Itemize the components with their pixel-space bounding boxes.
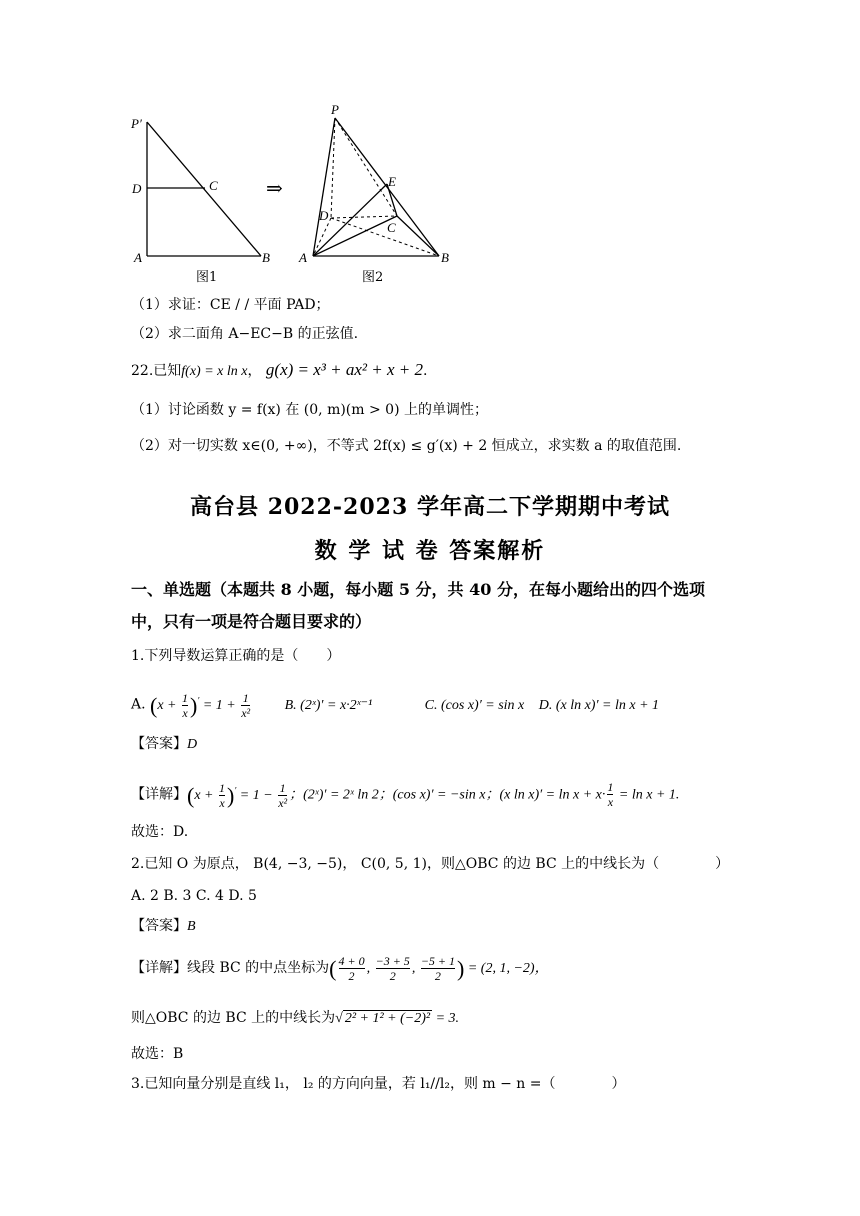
q2-answer	[131, 916, 196, 937]
fig2-edge-DC	[331, 216, 397, 218]
fig1-edge-PB	[147, 122, 261, 256]
q2-line2-suffix: = 3.	[432, 1011, 460, 1026]
figure-1	[125, 110, 285, 270]
q2-detail	[131, 948, 549, 988]
q1-option-a-label: A.	[131, 696, 146, 713]
q22-g-def: g(x) = x³ + ax² + x + 2	[265, 360, 424, 379]
q2-conclusion: 故选：B	[131, 1046, 184, 1062]
fig2-label-A: A	[299, 250, 307, 265]
q2-detail-result: = (2, 1, −2)，	[464, 961, 549, 976]
q1-option-c: C. (cos x)′ = sin x	[424, 697, 525, 713]
q2-midpoint-expr: ( $\frac{4 + 0}{2}$ , $\frac{-3 + 5}{2}$ , $\frac{-5 + 1}{2}$ )	[329, 954, 465, 984]
answer-title: 高台县 2022-2023 学年高二下学期期中考试	[190, 494, 670, 520]
q1-detail-end: = ln x + 1.	[615, 787, 680, 803]
q2-answer-label: 【答案】	[131, 918, 187, 934]
q1-stem: 1.下列导数运算正确的是（ ）	[131, 648, 341, 664]
section1-heading-line1: 一、单选题（本题共 8 小题，每小题 5 分，共 40 分，在每小题给出的四个选项	[131, 580, 705, 599]
q2-line2-prefix: 则△OBC 的边 BC 上的中线长为	[131, 1010, 336, 1026]
section1-heading-line2: 中，只有一项是符合题目要求的）	[131, 612, 372, 631]
q22-part2: （2）对一切实数 x∈(0, +∞)，不等式 2f(x) ≤ g′(x) + 2 恒成立，求实数 a 的取值范围.	[131, 438, 682, 454]
q1-option-a: (x + $\frac{1}{x}$ )′ = 1 + $\frac{1}{\text{x²}}$	[150, 690, 251, 720]
q1-detail-first: (x + $\frac{1}{x}$ )′ = 1 − $\frac{1}{\text{x²}}$	[187, 780, 288, 810]
q1-detail-rest: ；(2ˣ)′ = 2ˣ ln 2；(cos x)′ = −sin x；(x ln x)′ = ln x + x·	[289, 787, 606, 803]
implies-arrow: ⇒	[266, 176, 283, 200]
q1-detail	[131, 770, 679, 810]
q2-line2	[131, 1008, 459, 1029]
q22-f-def: f(x) = x ln x	[181, 364, 248, 379]
q1-option-d: D. (x ln x)′ = ln x + 1	[538, 697, 660, 713]
q1-answer-label: 【答案】	[131, 736, 187, 752]
q21-part1: （1）求证：CE / / 平面 PAD；	[131, 297, 330, 313]
q1-answer-value: D	[187, 737, 198, 752]
q1-option-b: B. (2ˣ)′ = x·2ˣ⁻¹	[284, 697, 373, 713]
q1-detail-label: 【详解】	[131, 786, 187, 803]
q22-end: .	[423, 363, 428, 379]
fig1-label-B: B	[262, 250, 270, 265]
q21-part2: （2）求二面角 A−EC−B 的正弦值.	[131, 326, 359, 342]
fig2-label-D: D	[319, 208, 329, 223]
fig2-edge-PC	[335, 118, 397, 216]
fig1-caption: 图1	[196, 270, 218, 285]
fig2-caption: 图2	[362, 270, 384, 285]
fig1-label-P: P′	[131, 116, 142, 131]
q1-detail-frac: $\frac{1}{x}$	[607, 780, 614, 810]
fig1-label-D: D	[132, 181, 142, 196]
fig1-label-A: A	[134, 250, 142, 265]
answer-subtitle: 数 学 试 卷 答案解析	[314, 538, 546, 564]
q1-conclusion: 故选：D.	[131, 824, 189, 840]
q2-sqrt-content: 2² + 1² + (−2)²	[344, 1011, 431, 1026]
fig2-label-P: P	[331, 102, 339, 117]
q1-options	[131, 680, 659, 720]
q2-detail-label: 【详解】	[131, 960, 187, 976]
q22-prefix: 22.已知	[131, 363, 182, 379]
fig2-edge-CB	[397, 216, 439, 256]
q22-stem	[131, 360, 427, 382]
q2-detail-text: 线段 BC 的中点坐标为	[187, 960, 330, 976]
figure-2	[295, 100, 460, 265]
fig2-label-C: C	[387, 220, 396, 235]
fig2-edge-DB	[331, 218, 439, 256]
q1-answer	[131, 734, 197, 755]
q2-answer-value: B	[187, 919, 196, 934]
fig2-edge-PA	[313, 118, 335, 256]
fig2-label-B: B	[441, 250, 449, 265]
q22-part1: （1）讨论函数 y = f(x) 在 (0, m)(m > 0) 上的单调性；	[131, 402, 488, 418]
q2-options: A. 2 B. 3 C. 4 D. 5	[131, 888, 257, 904]
q2-stem: 2.已知 O 为原点， B(4, −3, −5)， C(0, 5, 1)，则△OBC 的边 BC 上的中线长为（ ）	[131, 856, 730, 872]
fig1-label-C: C	[209, 178, 218, 193]
fig2-label-E: E	[388, 174, 396, 189]
fig2-edge-PB	[335, 118, 439, 256]
q22-sep: ，	[247, 363, 262, 379]
q2-sqrt: √ 2² + 1² + (−2)²	[335, 1011, 431, 1026]
q3-stem: 3.已知向量分别是直线 l₁， l₂ 的方向向量，若 l₁//l₂，则 m − n =（ ）	[131, 1076, 626, 1092]
